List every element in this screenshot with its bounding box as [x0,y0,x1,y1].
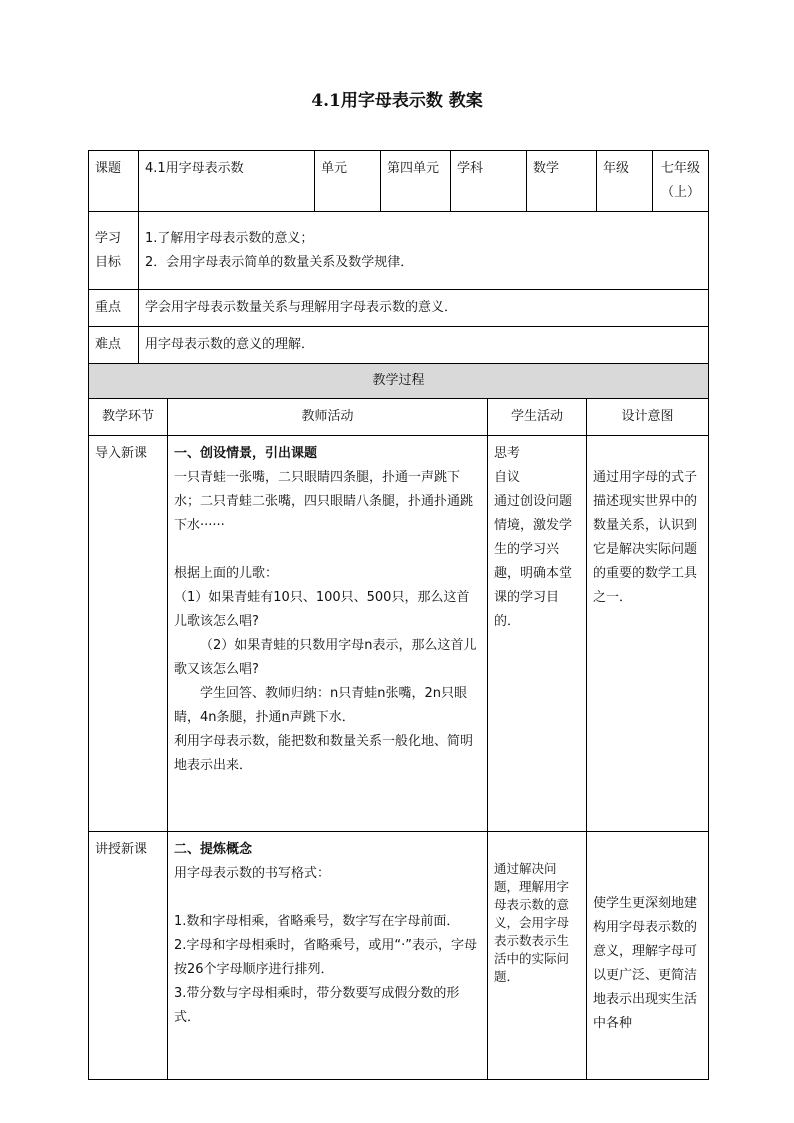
objectives-content [139,212,709,290]
rule-item: 1.数和字母相乘，省略乘号，数字写在字母前面． [174,914,460,929]
grade-value-line-1: 七年级 [660,161,700,176]
teacher-paragraph: 学生回答、教师归纳：n只青蛙n张嘴，2n只眼睛，4n条腿，扑通n声跳下水． [174,686,467,725]
course-value: 4.1用字母表示数 [139,151,315,212]
intent-text: 通过用字母的式子描述现实世界中的数量关系，认识到它是解决实际问题的重要的数学工具之一． [593,470,698,605]
teacher-paragraph: （2）如果青蛙的只数用字母n表示，那么这首儿歌又该怎么唱? [174,638,477,677]
subject-label: 学科 [451,151,527,212]
rule-item: 3.带分数与字母相乘时，带分数要写成假分数的形式． [174,986,460,1025]
stage-cell: 讲授新课 [89,832,168,1080]
subject-value: 数学 [527,151,597,212]
teacher-paragraph: （1）如果青蛙有10只、100只、500只，那么这首儿歌该怎么唱? [174,590,470,629]
difficulty-label: 难点 [89,327,139,364]
col-header-intent: 设计意图 [587,399,709,436]
student-line: 思考 [494,446,521,461]
info-table [88,150,709,364]
objectives-label-line-2: 目标 [95,254,122,270]
teacher-paragraph: 根据上面的儿歌： [174,566,279,581]
process-band: 教学过程 [89,364,709,399]
intent-text: 使学生更深刻地建构用字母表示数的意义，理解字母可以更广泛、更简洁地表示出现实生活中各种 [593,896,698,1031]
rule-item: 2.字母和字母相乘时，省略乘号，或用“·”表示，字母按26个字母顺序进行排列． [174,938,478,977]
key-text: 学会用字母表示数量关系与理解用字母表示数的意义． [139,290,709,327]
table-row [89,832,709,1080]
table-row [89,436,709,832]
objectives-label [89,212,139,290]
course-label: 课题 [89,151,139,212]
section-heading: 一、创设情景，引出课题 [174,446,318,461]
objectives-label-line-1: 学习 [95,230,122,246]
intent-cell [587,832,709,1080]
teacher-paragraph: 一只青蛙一张嘴，二只眼睛四条腿，扑通一声跳下水；二只青蛙二张嘴，四只眼睛八条腿，扑通扑通跳下水······ [174,470,474,533]
student-cell [488,832,587,1080]
process-table [88,363,709,1080]
student-line: 通过创设问题情境，激发学生的学习兴趣，明确本堂课的学习目的． [494,494,573,629]
stage-cell: 导入新课 [89,436,168,832]
teacher-paragraph: 利用字母表示数，能把数和数量关系一般化地、简明地表示出来． [174,734,474,773]
lesson-plan-frame [88,150,708,1080]
teacher-cell [168,832,488,1080]
unit-value: 第四单元 [381,151,451,212]
teacher-cell [168,436,488,832]
key-label: 重点 [89,290,139,327]
student-line: 自议 [494,470,521,485]
intent-cell [587,436,709,832]
section-heading: 二、提炼概念 [174,842,253,857]
objective-item: 2．会用字母表示简单的数量关系及数学规律． [145,254,414,270]
col-header-teacher: 教师活动 [168,399,488,436]
document-title: 4.1用字母表示数 教案 [311,91,483,111]
grade-value [653,151,709,212]
col-header-student: 学生活动 [488,399,587,436]
col-header-stage: 教学环节 [89,399,168,436]
teacher-paragraph: 用字母表示数的书写格式： [174,866,331,881]
objective-item: 1.了解用字母表示数的意义； [145,230,314,246]
grade-value-line-2: （上） [660,185,700,200]
student-text: 通过解决问题，理解用字母表示数的意义，会用字母表示数表示生活中的实际问题． [494,861,570,984]
grade-label: 年级 [597,151,653,212]
unit-label: 单元 [315,151,381,212]
student-cell [488,436,587,832]
difficulty-text: 用字母表示数的意义的理解． [139,327,709,364]
